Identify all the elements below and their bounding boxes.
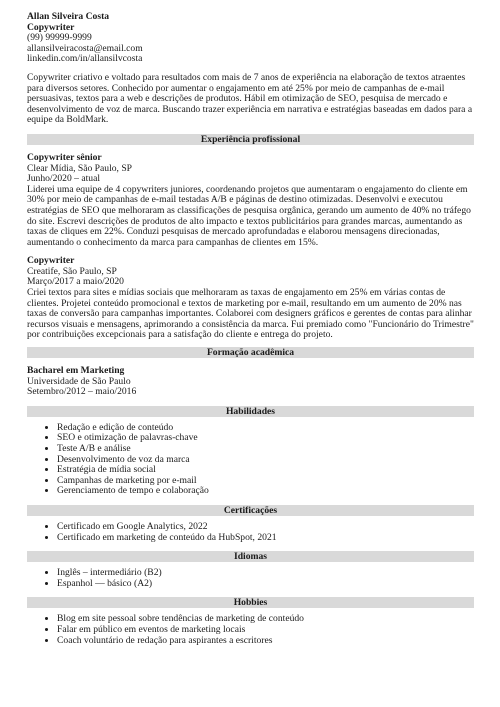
list-item: • Espanhol — básico (A2) <box>57 579 474 590</box>
job-description: Liderei uma equipe de 4 copywriters juniores, coordenando projetos que aumentaram o engajamento do cliente em 30% por meio de campanhas de e-mail testadas A/B e páginas de destino otimizadas. Desenvolvi e executou estratégias de SEO que melhoraram as classificações de pesquisa orgânica, gerando um aumento de 40% no tráfego do site. Escrevi descrições de produtos de alto impacto e textos publicitários para grandes marcas, aumentando as taxas de cliques em 22%. Conduzi pesquisas de mercado aprofundadas e elaborou mensagens direcionadas, aumentando o conhecimento da marca para campanhas de clientes em 15%. <box>27 183 471 248</box>
section-hobbies: Hobbies <box>27 597 474 608</box>
hobbies-list <box>27 614 474 646</box>
list-item: • Certificado em Google Analytics, 2022 <box>57 522 474 533</box>
section-education: Formação acadêmica <box>27 347 474 358</box>
job-entry <box>27 256 474 341</box>
resume-header <box>27 12 474 65</box>
candidate-role: Copywriter <box>27 21 75 33</box>
email: allansilveiracosta@email.com <box>27 42 143 54</box>
education-entry <box>27 366 474 398</box>
candidate-name: Allan Silveira Costa <box>27 11 110 22</box>
job-dates: Março/2017 a maio/2020 <box>27 276 124 288</box>
job-company: Creatife, São Paulo, SP <box>27 265 117 277</box>
section-languages: Idiomas <box>27 551 474 562</box>
linkedin: linkedin.com/in/allansilvcosta <box>27 53 143 65</box>
list-item: • SEO e otimização de palavras-chave <box>57 433 474 444</box>
summary: Copywriter criativo e voltado para resultados com mais de 7 anos de experiência na elaboração de textos atraentes para diversos setores. Conhecido por aumentar o engajamento em até 25% por meio de campanhas de e-mail persuasivas, textos para a web e descrições de produtos. Hábil em otimização de SEO, pesquisa de mercado e desenvolvimento de voz de marca. Buscando trazer experiência em narrativa e estratégias baseadas em dados para a equipe da BoldMark. <box>27 71 473 126</box>
job-dates: Junho/2020 – atual <box>27 173 101 185</box>
list-item: • Inglês – intermediário (B2) <box>57 568 474 579</box>
section-skills: Habilidades <box>27 406 474 417</box>
section-certifications: Certificações <box>27 505 474 516</box>
languages-list <box>27 568 474 589</box>
job-entry <box>27 153 474 248</box>
job-title: Copywriter <box>27 255 75 267</box>
list-item: • Campanhas de marketing por e-mail <box>57 476 474 487</box>
job-company: Clear Mídia, São Paulo, SP <box>27 162 132 174</box>
list-item: • Blog em site pessoal sobre tendências de marketing de conteúdo <box>57 614 474 625</box>
degree: Bacharel em Marketing <box>27 365 125 377</box>
school: Universidade de São Paulo <box>27 375 131 387</box>
list-item: • Gerenciamento de tempo e colaboração <box>57 486 474 497</box>
list-item: • Estratégia de mídia social <box>57 465 474 476</box>
list-item: • Desenvolvimento de voz da marca <box>57 455 474 466</box>
certifications-list <box>27 522 474 543</box>
skills-list <box>27 423 474 497</box>
education-dates: Setembro/2012 – maio/2016 <box>27 386 137 398</box>
list-item: • Teste A/B e análise <box>57 444 474 455</box>
list-item: • Coach voluntário de redação para aspirantes a escritores <box>57 636 474 647</box>
list-item: • Falar em público em eventos de marketing locais <box>57 625 474 636</box>
job-title: Copywriter sênior <box>27 151 102 163</box>
section-experience: Experiência profissional <box>27 134 474 145</box>
phone: (99) 99999-9999 <box>27 32 92 44</box>
list-item: • Certificado em marketing de conteúdo da HubSpot, 2021 <box>57 533 474 544</box>
list-item: • Redação e edição de conteúdo <box>57 423 474 434</box>
job-description: Criei textos para sites e mídias sociais que melhoraram as taxas de engajamento em 25% em várias contas de clientes. Projetei conteúdo promocional e textos de marketing por e-mail, resultando em um aumento de 20% nas taxas de conversão para campanhas importantes. Colaborei com designers gráficos e gerentes de contas para alinhar recursos visuais e mensagens, aprimorando a consistência da marca. Fui premiado como "Funcionário do Trimestre" por contribuições excepcionais para a satisfação do cliente e entrega do projeto. <box>27 287 474 341</box>
